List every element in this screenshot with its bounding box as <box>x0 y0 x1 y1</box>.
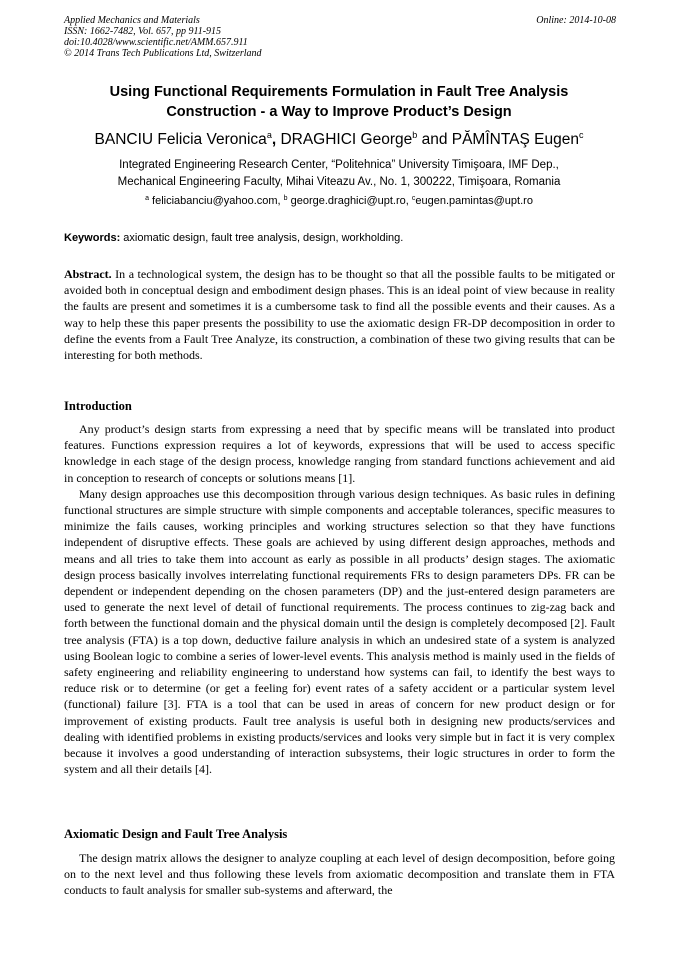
email-b[interactable]: george.draghici@upt.ro, <box>287 195 412 207</box>
author-2: DRAGHICI George <box>280 131 413 148</box>
axiomatic-heading: Axiomatic Design and Fault Tree Analysis <box>64 827 288 841</box>
online-date: Online: 2014-10-08 <box>536 15 616 26</box>
email-c-sup: c <box>411 195 416 202</box>
affiliation-line-2: Mechanical Engineering Faculty, Mihai Viteazu Av., No. 1, 300222, Timişoara, Romania <box>117 176 561 188</box>
introduction-body <box>64 421 615 777</box>
keywords-text: axiomatic design, fault tree analysis, design, workholding. <box>120 232 404 244</box>
author-emails <box>40 194 638 208</box>
email-b-sup: b <box>283 195 288 202</box>
title-line-2: Construction - a Way to Improve Product’s Design <box>166 104 512 120</box>
axiomatic-body <box>64 850 615 899</box>
journal-copyright: © 2014 Trans Tech Publications Ltd, Switzerland <box>64 48 262 59</box>
paper-title <box>70 82 608 122</box>
abstract-text: In a technological system, the design has to be thought so that all the possible faults to be mitigated or avoided both in conceptual design and embodiment design phases. This is an ideal point of view because in reality the faults are present and sometimes it is a cumbersome task to find all the possible events and their causes. As a way to help these this paper presents the possibility to use the axiomatic design FR-DP decomposition in order to define the events from a Fault Tree Analyze, its construction, a combination of these two giving results that can be interesting for both methods. <box>64 267 615 363</box>
keywords <box>64 231 403 245</box>
abstract <box>64 266 615 363</box>
introduction-paragraph-2: Many design approaches use this decomposition through various design techniques. As basic rules in defining functional structures are simple structure with simple components and acceptable tolerances, specific measures to minimize the fails causes, working principles and working structures selection so that they have functions independent of disruptive effects. These goals are achieved by using different design approaches, methods and means and all tries to take them into account as early as possible in all products’ design stages. The axiomatic design process basically involves interrelating functional requirements FRs to design parameters DPs. FR can be dependent or independent depending on the chosen parameters (DP) and the just-entered design parameters are used to generate the next level of detail of functional requirements. The process continues to zig-zag back and forth between the functional domain and the physical domain until the design is completely decomposed [2]. Fault tree analysis (FTA) is a top down, deductive failure analysis in which an undesired state of a system is analyzed using Boolean logic to combine a series of lower-level events. This analysis method is mainly used in the fields of safety engineering and reliability engineering to understand how systems can fail, to identify the best ways to reduce risk or to determine (or get a feeling for) event rates of a safety accident or a particular system level (functional) failure [3]. FTA is a tool that can be used in areas of concern for new product design or for improvement of existing products. Fault tree analysis is useful both in designing new products/services and dealing with identified problems in existing products/services and looks very simple but in fact it is very complex because it involves a good understanding of interaction subsystems, their logic structures in order to form the system and all their details [4]. <box>64 486 615 777</box>
journal-name: Applied Mechanics and Materials <box>64 15 200 26</box>
email-c[interactable]: eugen.pamintas@upt.ro <box>415 195 533 207</box>
author-3-sup: c <box>578 130 584 140</box>
abstract-label: Abstract. <box>64 267 112 281</box>
author-sep-2: and <box>417 131 452 148</box>
email-a-sup: a <box>145 195 149 202</box>
keywords-label: Keywords: <box>64 232 121 244</box>
author-list <box>40 130 638 150</box>
author-1-sup: a <box>266 130 272 140</box>
affiliation <box>40 157 638 191</box>
journal-header <box>64 15 262 59</box>
axiomatic-paragraph-1: The design matrix allows the designer to analyze coupling at each level of design decomposition, before going on to the next level and thus following these levels from axiomatic decomposition and translate them in FTA conducts to fault analysis for smaller sub-systems and afterward, the <box>64 851 615 898</box>
author-3: PĂMÎNTAŞ Eugen <box>451 131 579 148</box>
title-line-1: Using Functional Requirements Formulation in Fault Tree Analysis <box>109 84 569 100</box>
author-sep-1: , <box>271 131 281 148</box>
journal-issn: ISSN: 1662-7482, Vol. 657, pp 911-915 <box>64 26 222 37</box>
introduction-heading: Introduction <box>64 399 132 413</box>
affiliation-line-1: Integrated Engineering Research Center, “Politehnica” University Timişoara, IMF Dep., <box>119 159 559 171</box>
abstract-paragraph <box>64 266 615 363</box>
introduction-paragraph-1: Any product’s design starts from expressing a need that by specific means will be translated into product features. Functions expression requires a lot of keywords, expressions that will be used to access specific knowledge in each stage of the design process, knowledge ranging from standard functions achievement and aid in conception to research of concepts or solutions means [1]. <box>64 422 615 485</box>
author-2-sup: b <box>412 130 418 140</box>
author-1: BANCIU Felicia Veronica <box>94 131 267 148</box>
email-a[interactable]: feliciabanciu@yahoo.com, <box>148 195 284 207</box>
journal-doi[interactable]: doi:10.4028/www.scientific.net/AMM.657.911 <box>64 37 248 48</box>
